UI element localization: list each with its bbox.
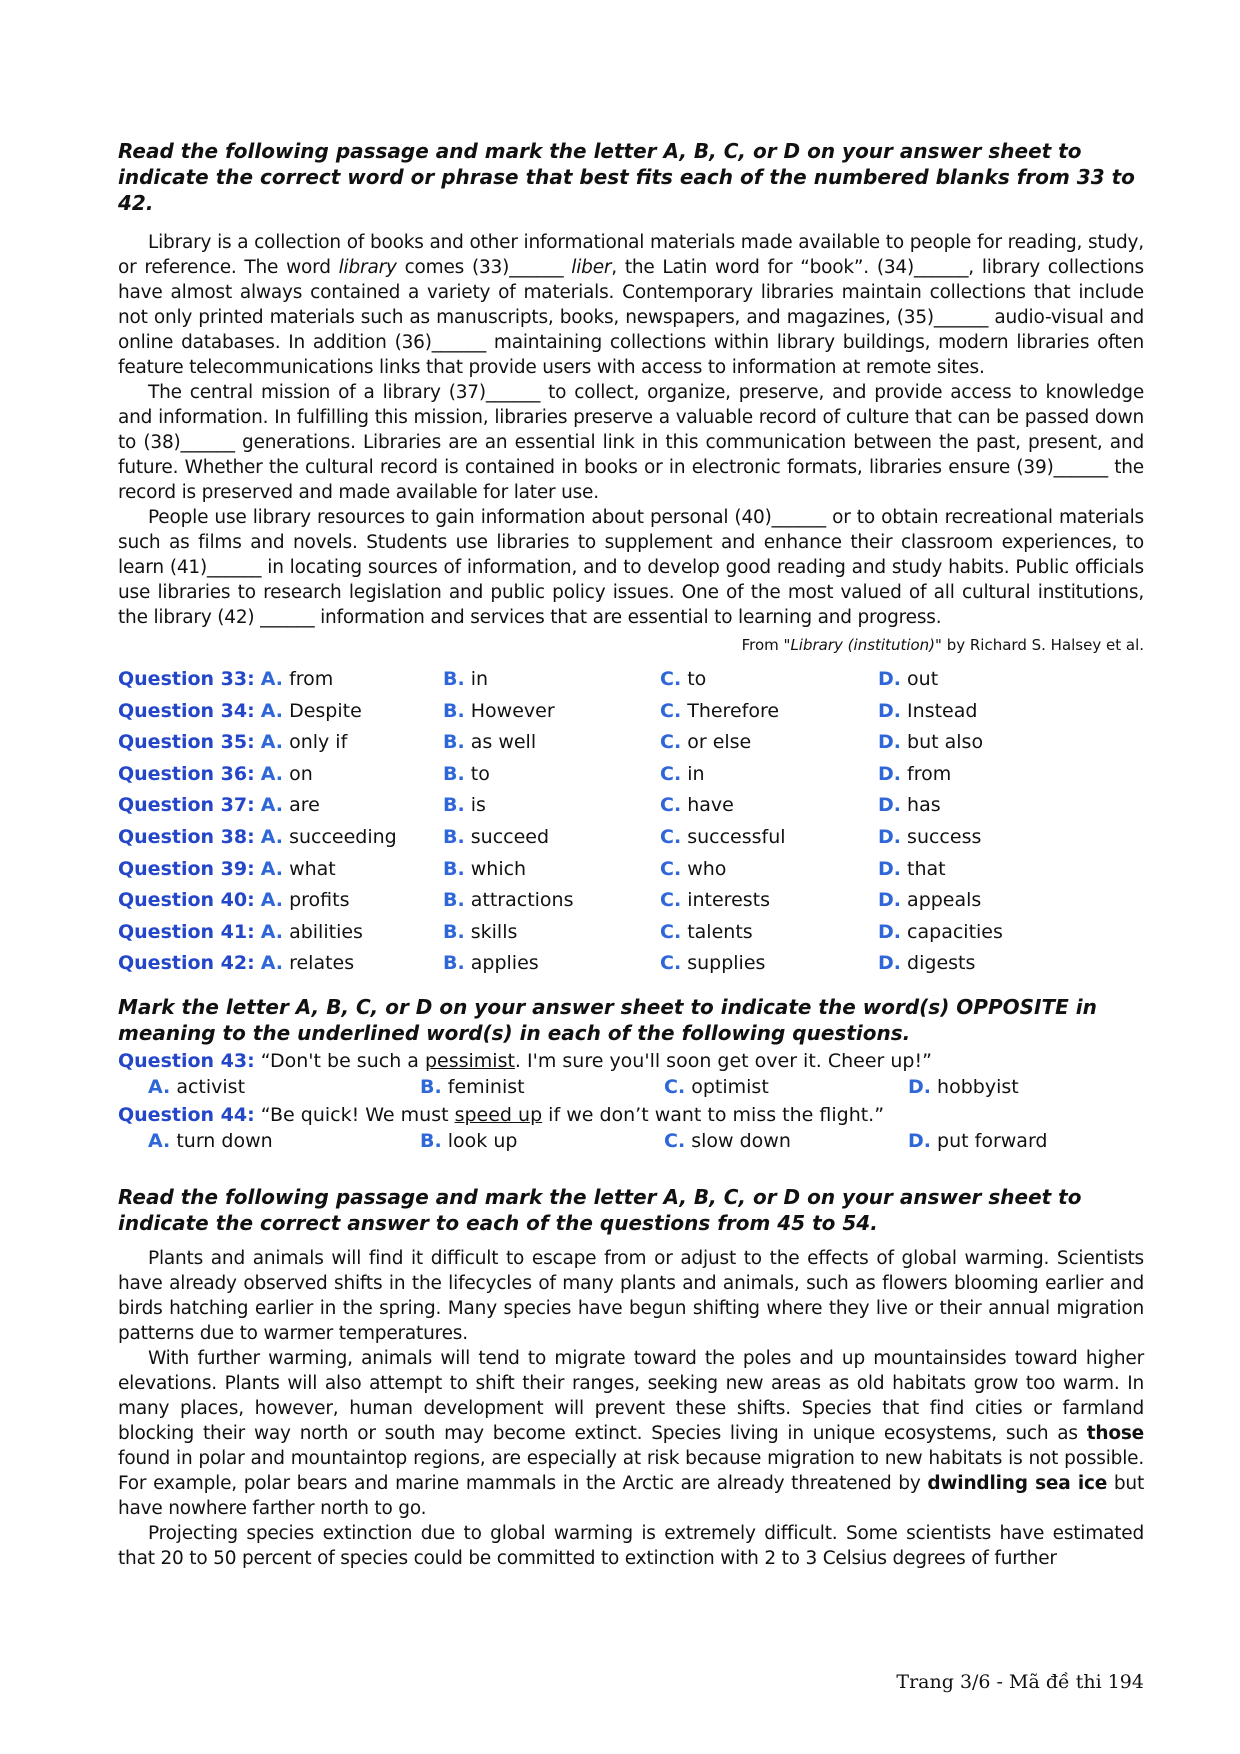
option-b[interactable]: to (470, 762, 490, 785)
option-b[interactable]: However (470, 699, 555, 722)
option-d[interactable]: has (907, 794, 941, 817)
question-43-options: A. activist B. feminist C. optimist D. hobbyist (148, 1075, 1019, 1098)
question-label: Question 37: (118, 794, 255, 817)
question-label: Question 35: (118, 731, 255, 754)
option-a[interactable]: only if (289, 731, 348, 754)
option-d[interactable]: out (907, 668, 939, 690)
option-c[interactable]: successful (687, 825, 786, 848)
option-c[interactable]: talents (687, 920, 753, 943)
question-label: Question 38: (118, 825, 255, 848)
option-b[interactable]: is (470, 794, 486, 817)
option-c[interactable]: in (687, 762, 705, 785)
option-b[interactable]: as well (470, 731, 537, 754)
passage1-paragraph3: People use library resources to gain information about personal (40)______ or to obtain recreational materials such as films and novels. Students use libraries to supplement and enhance their classroom experiences, to learn (41)______ in locating sources of information, and to develop good reading and study habits. Public officials use libraries to research legislation and public policy issues. One of the most valued of all cultural institutions, the library (42) ______ information and services that are essential to learning and progress. (118, 507, 1144, 628)
option-d[interactable]: but also (907, 731, 984, 754)
section1-instruction: Read the following passage and mark the letter A, B, C, or D on your answer sheet to indicate the correct word or phrase that best fits each of the numbered blanks from 33 to 42. (118, 139, 1135, 215)
option-b[interactable]: applies (470, 952, 539, 975)
option-b[interactable]: skills (470, 920, 518, 943)
question-row: Question 42: A. relates (118, 952, 355, 975)
question-row: Question 37: A. are (118, 794, 320, 817)
option-d[interactable]: hobbyist (937, 1075, 1019, 1098)
question-row: Question 33: A. from (118, 668, 334, 690)
question-row: Question 38: A. succeeding (118, 825, 397, 848)
option-d[interactable]: that (907, 857, 946, 880)
option-a[interactable]: activist (176, 1075, 246, 1098)
option-c[interactable]: Therefore (687, 699, 780, 722)
passage-source: From "Library (institution)" by Richard S. Halsey et al. (741, 636, 1144, 654)
question-row: Question 34: A. Despite (118, 699, 362, 722)
exam-page (118, 138, 1144, 1571)
option-d[interactable]: digests (907, 952, 976, 975)
option-a[interactable]: from (289, 668, 334, 690)
question-row: Question 36: A. on (118, 762, 313, 785)
option-c[interactable]: supplies (687, 952, 766, 975)
option-a[interactable]: abilities (289, 920, 363, 943)
section3-instruction: Read the following passage and mark the letter A, B, C, or D on your answer sheet to indicate the correct answer to each of the questions from 45 to 54. (118, 1184, 1082, 1235)
question-43: Question 43: “Don't be such a pessimist. I'm sure you'll soon get over it. Cheer up!” (118, 1049, 932, 1072)
option-c[interactable]: to (687, 668, 707, 690)
question-label: Question 42: (118, 952, 255, 975)
question-label: Question 33: (118, 668, 255, 690)
option-d[interactable]: appeals (907, 889, 982, 912)
option-a[interactable]: Despite (289, 699, 362, 722)
question-44-options: A. turn down B. look up C. slow down D. put forward (148, 1129, 1048, 1152)
option-b[interactable]: which (470, 857, 527, 880)
option-b[interactable]: look up (447, 1129, 518, 1152)
passage2-paragraph2: With further warming, animals will tend to migrate toward the poles and up mountainsides toward higher elevations. Plants will also attempt to shift their ranges, seeking new areas as old habitats grow too warm. In many places, however, human development will prevent these shifts. Species that find cities or farmland blocking their way north or south may become extinct. Species living in unique ecosystems, such as those found in polar and mountaintop regions, are especially at risk because migration to new habitats is not possible. For example, polar bears and marine mammals in the Arctic are already threatened by dwindling sea ice but have nowhere farther north to go. (118, 1347, 1144, 1519)
option-d[interactable]: Instead (907, 699, 978, 722)
passage1-paragraph1: Library is a collection of books and other informational materials made available to people for reading, study, or reference. The word library comes (33)______ liber, the Latin word for “book”. (34)______, library collections have almost always contained a variety of materials. Contemporary libraries maintain collections that include not only printed materials such as manuscripts, books, newspapers, and magazines, (35)______ audio-visual and online databases. In addition (36)______ maintaining collections within library buildings, modern libraries often feature telecommunications links that provide users with access to information at remote sites. (118, 232, 1144, 378)
question-row: Question 35: A. only if (118, 731, 348, 754)
option-a[interactable]: relates (289, 952, 355, 975)
underlined-word: pessimist (424, 1049, 515, 1072)
question-label: Question 36: (118, 762, 255, 785)
section2-instruction: Mark the letter A, B, C, or D on your answer sheet to indicate the word(s) OPPOSITE in meaning to the underlined word(s) in each of the following questions. (118, 994, 1097, 1045)
option-c[interactable]: optimist (691, 1075, 769, 1098)
option-c[interactable]: have (687, 794, 734, 817)
option-a[interactable]: what (289, 857, 336, 880)
question-label: Question 34: (118, 699, 255, 722)
option-c[interactable]: or else (687, 731, 752, 754)
passage2-paragraph1: Plants and animals will find it difficult to escape from or adjust to the effects of global warming. Scientists have already observed shifts in the lifecycles of many plants and animals, such as flowers blooming earlier and birds hatching earlier in the spring. Many species have begun shifting where they live or their annual migration patterns due to warmer temperatures. (118, 1247, 1144, 1344)
passage2-paragraph3: Projecting species extinction due to global warming is extremely difficult. Some scientists have estimated that 20 to 50 percent of species could be committed to extinction with 2 to 3 Celsius degrees of further (118, 1522, 1144, 1569)
passage1-paragraph2: The central mission of a library (37)______ to collect, organize, preserve, and provide access to knowledge and information. In fulfilling this mission, libraries preserve a valuable record of culture that can be passed down to (38)______ generations. Libraries are an essential link in this communication between the past, present, and future. Whether the cultural record is contained in books or in electronic formats, libraries ensure (39)______ the record is preserved and made available for later use. (118, 382, 1144, 503)
option-b[interactable]: attractions (470, 889, 574, 912)
question-row: Question 41: A. abilities (118, 920, 363, 943)
option-c[interactable]: slow down (691, 1129, 791, 1152)
underlined-word: speed up (454, 1103, 543, 1126)
option-a[interactable]: profits (289, 889, 350, 912)
question-label: Question 40: (118, 889, 255, 912)
question-label: Question 41: (118, 920, 255, 943)
option-a[interactable]: on (289, 762, 313, 785)
question-list-33-42: Question 33: A. from B. in C. to D. out Question 34: A. Despite B. However C. Therefore D. Instead Question 35: A. only if B. as well C. or else D. but also Question 36: A. on B. to C. in D. from Question 37: A. are B. is C. have D. has Question 38: A. succeeding B. succeed C. successful D. success Question 39: A. what B. which C. who D. that Question 40: A. profits B. attractions C. interests D. appeals Question 41: A. abilities B. skills C. talents D. capacities Question 42: A. relates B. applies C. supplies D. digests (118, 664, 1144, 980)
option-a[interactable]: are (289, 794, 320, 817)
option-a[interactable]: turn down (176, 1129, 273, 1152)
question-label: Question 39: (118, 857, 255, 880)
option-d[interactable]: success (907, 825, 982, 848)
question-row: Question 39: A. what (118, 857, 336, 880)
option-b[interactable]: feminist (447, 1075, 525, 1098)
question-44: Question 44: “Be quick! We must speed up if we don’t want to miss the flight.” (118, 1103, 885, 1126)
option-a[interactable]: succeeding (289, 825, 397, 848)
option-b[interactable]: in (470, 668, 489, 690)
option-d[interactable]: from (907, 762, 952, 785)
option-d[interactable]: put forward (937, 1129, 1048, 1152)
option-b[interactable]: succeed (470, 825, 550, 848)
page-footer: Trang 3/6 - Mã đề thi 194 (896, 1671, 1144, 1693)
option-d[interactable]: capacities (907, 920, 1003, 943)
question-row: Question 40: A. profits (118, 889, 350, 912)
option-c[interactable]: interests (687, 889, 771, 912)
option-c[interactable]: who (687, 857, 727, 880)
